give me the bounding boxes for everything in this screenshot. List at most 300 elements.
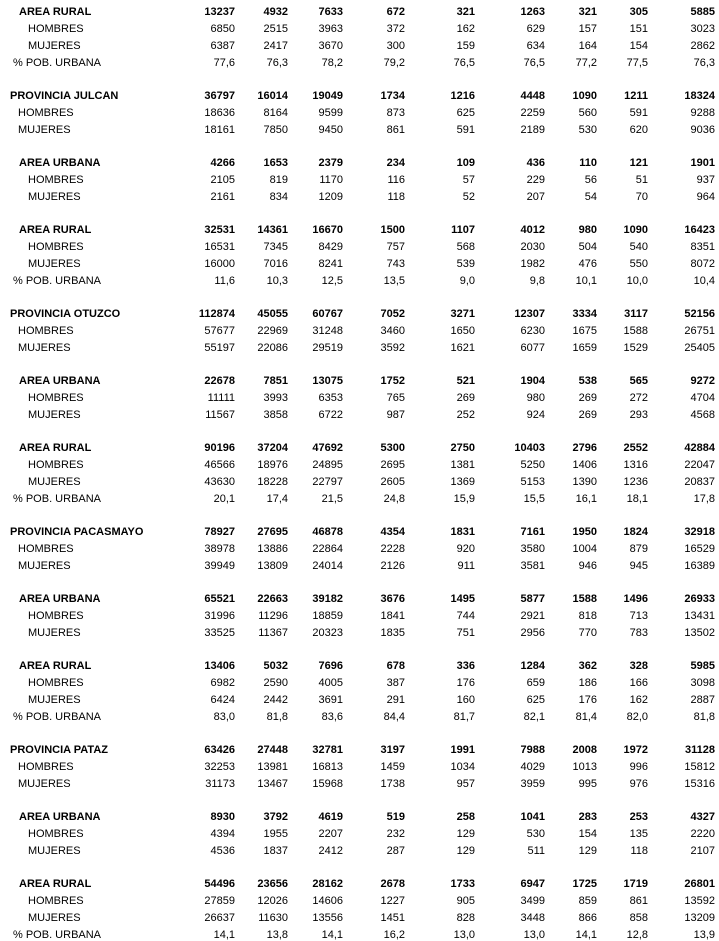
table-row bbox=[0, 607, 719, 624]
value-cell: 3676 bbox=[380, 592, 405, 605]
value-cell: 287 bbox=[386, 844, 405, 857]
value-cell: 2008 bbox=[572, 743, 597, 756]
table-row bbox=[0, 121, 719, 138]
value-cell: 3271 bbox=[450, 307, 475, 320]
value-cell: 2678 bbox=[380, 877, 405, 890]
row-label: MUJERES bbox=[28, 626, 81, 639]
value-cell: 22969 bbox=[257, 324, 288, 337]
value-cell: 519 bbox=[386, 810, 405, 823]
table-row bbox=[0, 439, 719, 456]
row-label: HOMBRES bbox=[28, 894, 84, 907]
value-cell: 757 bbox=[386, 240, 405, 253]
value-cell: 10,4 bbox=[693, 274, 715, 287]
value-cell: 23656 bbox=[257, 877, 288, 890]
value-cell: 82,1 bbox=[523, 710, 545, 723]
value-cell: 3448 bbox=[520, 911, 545, 924]
value-cell: 1733 bbox=[450, 877, 475, 890]
value-cell: 539 bbox=[456, 257, 475, 270]
table-block bbox=[0, 741, 719, 792]
row-label: AREA RURAL bbox=[19, 441, 92, 454]
value-cell: 1236 bbox=[623, 475, 648, 488]
value-cell: 14,1 bbox=[321, 928, 343, 941]
value-cell: 31173 bbox=[205, 777, 235, 790]
value-cell: 6424 bbox=[210, 693, 235, 706]
table-row bbox=[0, 305, 719, 322]
value-cell: 859 bbox=[578, 894, 597, 907]
value-cell: 2590 bbox=[263, 676, 288, 689]
value-cell: 232 bbox=[386, 827, 405, 840]
value-cell: 4619 bbox=[318, 810, 343, 823]
value-cell: 7851 bbox=[263, 374, 288, 387]
table-block bbox=[0, 3, 719, 71]
value-cell: 57677 bbox=[204, 324, 235, 337]
value-cell: 160 bbox=[456, 693, 475, 706]
table-block bbox=[0, 875, 719, 941]
value-cell: 16531 bbox=[204, 240, 235, 253]
value-cell: 362 bbox=[578, 659, 597, 672]
value-cell: 13,0 bbox=[453, 928, 475, 941]
value-cell: 47692 bbox=[312, 441, 343, 454]
value-cell: 861 bbox=[629, 894, 648, 907]
value-cell: 6982 bbox=[210, 676, 235, 689]
value-cell: 511 bbox=[527, 844, 545, 857]
value-cell: 436 bbox=[526, 156, 545, 169]
value-cell: 560 bbox=[578, 106, 597, 119]
value-cell: 12,8 bbox=[626, 928, 648, 941]
value-cell: 16670 bbox=[312, 223, 343, 236]
table-row bbox=[0, 590, 719, 607]
value-cell: 21,5 bbox=[321, 492, 343, 505]
value-cell: 9,8 bbox=[529, 274, 545, 287]
value-cell: 1013 bbox=[572, 760, 597, 773]
table-row bbox=[0, 238, 719, 255]
value-cell: 751 bbox=[456, 626, 475, 639]
value-cell: 37204 bbox=[257, 441, 288, 454]
value-cell: 620 bbox=[629, 123, 648, 136]
value-cell: 2887 bbox=[690, 693, 715, 706]
value-cell: 13,8 bbox=[266, 928, 288, 941]
value-cell: 32918 bbox=[684, 525, 715, 538]
value-cell: 24014 bbox=[312, 559, 343, 572]
value-cell: 77,6 bbox=[213, 56, 235, 69]
row-label: HOMBRES bbox=[18, 106, 74, 119]
value-cell: 81,8 bbox=[266, 710, 288, 723]
value-cell: 1841 bbox=[380, 609, 405, 622]
value-cell: 76,5 bbox=[453, 56, 475, 69]
value-cell: 252 bbox=[456, 408, 475, 421]
value-cell: 2417 bbox=[263, 39, 288, 52]
value-cell: 3334 bbox=[572, 307, 597, 320]
value-cell: 70 bbox=[635, 190, 648, 203]
value-cell: 1991 bbox=[450, 743, 475, 756]
row-label: AREA URBANA bbox=[19, 374, 101, 387]
value-cell: 13981 bbox=[257, 760, 288, 773]
value-cell: 1659 bbox=[572, 341, 597, 354]
value-cell: 27859 bbox=[204, 894, 235, 907]
value-cell: 300 bbox=[386, 39, 405, 52]
table-block bbox=[0, 372, 719, 423]
value-cell: 291 bbox=[386, 693, 405, 706]
value-cell: 9288 bbox=[690, 106, 715, 119]
value-cell: 1090 bbox=[572, 89, 597, 102]
value-cell: 24,8 bbox=[383, 492, 405, 505]
table-row bbox=[0, 54, 719, 71]
value-cell: 765 bbox=[386, 391, 405, 404]
value-cell: 3023 bbox=[690, 22, 715, 35]
value-cell: 11111 bbox=[207, 391, 235, 404]
row-label: PROVINCIA OTUZCO bbox=[10, 307, 121, 320]
table-block bbox=[0, 523, 719, 574]
value-cell: 13406 bbox=[204, 659, 235, 672]
row-label: MUJERES bbox=[28, 408, 81, 421]
value-cell: 20323 bbox=[312, 626, 343, 639]
value-cell: 159 bbox=[456, 39, 475, 52]
value-cell: 14,1 bbox=[213, 928, 235, 941]
row-label: HOMBRES bbox=[28, 22, 84, 35]
value-cell: 1734 bbox=[380, 89, 405, 102]
value-cell: 4029 bbox=[520, 760, 545, 773]
value-cell: 16000 bbox=[204, 257, 235, 270]
value-cell: 2107 bbox=[690, 844, 715, 857]
value-cell: 11630 bbox=[258, 911, 288, 924]
value-cell: 186 bbox=[578, 676, 597, 689]
value-cell: 6850 bbox=[210, 22, 235, 35]
value-cell: 26933 bbox=[684, 592, 715, 605]
value-cell: 6947 bbox=[520, 877, 545, 890]
value-cell: 625 bbox=[456, 106, 475, 119]
value-cell: 1170 bbox=[319, 173, 343, 186]
value-cell: 1034 bbox=[450, 760, 475, 773]
row-label: MUJERES bbox=[28, 693, 81, 706]
value-cell: 46878 bbox=[312, 525, 343, 538]
value-cell: 82,0 bbox=[626, 710, 648, 723]
value-cell: 52156 bbox=[684, 307, 715, 320]
value-cell: 45055 bbox=[257, 307, 288, 320]
table-row bbox=[0, 456, 719, 473]
value-cell: 1406 bbox=[572, 458, 597, 471]
value-cell: 937 bbox=[696, 173, 715, 186]
value-cell: 32253 bbox=[204, 760, 235, 773]
row-label: AREA URBANA bbox=[19, 810, 101, 823]
value-cell: 1209 bbox=[318, 190, 343, 203]
value-cell: 43630 bbox=[204, 475, 235, 488]
value-cell: 1451 bbox=[380, 911, 405, 924]
table-block bbox=[0, 808, 719, 859]
value-cell: 625 bbox=[526, 693, 545, 706]
value-cell: 18228 bbox=[257, 475, 288, 488]
value-cell: 76,5 bbox=[523, 56, 545, 69]
value-cell: 78927 bbox=[204, 525, 235, 538]
value-cell: 2796 bbox=[572, 441, 597, 454]
value-cell: 2605 bbox=[380, 475, 405, 488]
value-cell: 46566 bbox=[204, 458, 235, 471]
value-cell: 15968 bbox=[312, 777, 343, 790]
value-cell: 16389 bbox=[684, 559, 715, 572]
value-cell: 1284 bbox=[520, 659, 545, 672]
value-cell: 2259 bbox=[520, 106, 545, 119]
row-label: MUJERES bbox=[18, 123, 71, 136]
value-cell: 4354 bbox=[380, 525, 405, 538]
value-cell: 78,2 bbox=[321, 56, 343, 69]
row-label: MUJERES bbox=[28, 190, 81, 203]
value-cell: 18,1 bbox=[626, 492, 648, 505]
table-row bbox=[0, 674, 719, 691]
value-cell: 964 bbox=[696, 190, 715, 203]
row-label: AREA RURAL bbox=[19, 659, 92, 672]
value-cell: 4932 bbox=[263, 5, 288, 18]
value-cell: 8429 bbox=[318, 240, 343, 253]
value-cell: 12307 bbox=[514, 307, 545, 320]
value-cell: 1835 bbox=[380, 626, 405, 639]
value-cell: 1211 bbox=[624, 89, 648, 102]
value-cell: 7633 bbox=[318, 5, 343, 18]
value-cell: 530 bbox=[526, 827, 545, 840]
value-cell: 3993 bbox=[263, 391, 288, 404]
value-cell: 38978 bbox=[204, 542, 235, 555]
value-cell: 2189 bbox=[520, 123, 545, 136]
value-cell: 9,0 bbox=[459, 274, 475, 287]
value-cell: 1752 bbox=[380, 374, 405, 387]
value-cell: 81,4 bbox=[575, 710, 597, 723]
value-cell: 1904 bbox=[520, 374, 545, 387]
table-row bbox=[0, 708, 719, 725]
value-cell: 65521 bbox=[204, 592, 235, 605]
value-cell: 1675 bbox=[572, 324, 597, 337]
table-row bbox=[0, 657, 719, 674]
value-cell: 995 bbox=[578, 777, 597, 790]
row-label: HOMBRES bbox=[28, 391, 84, 404]
value-cell: 2220 bbox=[690, 827, 715, 840]
value-cell: 3592 bbox=[380, 341, 405, 354]
value-cell: 18324 bbox=[684, 89, 715, 102]
value-cell: 1529 bbox=[623, 341, 648, 354]
value-cell: 538 bbox=[578, 374, 597, 387]
value-cell: 39949 bbox=[204, 559, 235, 572]
value-cell: 4568 bbox=[690, 408, 715, 421]
row-label: MUJERES bbox=[28, 475, 81, 488]
value-cell: 12026 bbox=[257, 894, 288, 907]
value-cell: 258 bbox=[456, 810, 475, 823]
value-cell: 783 bbox=[629, 626, 648, 639]
value-cell: 3580 bbox=[520, 542, 545, 555]
value-cell: 17,4 bbox=[266, 492, 288, 505]
row-label: MUJERES bbox=[18, 777, 71, 790]
value-cell: 269 bbox=[578, 391, 597, 404]
value-cell: 591 bbox=[456, 123, 475, 136]
value-cell: 1369 bbox=[450, 475, 475, 488]
value-cell: 1837 bbox=[263, 844, 288, 857]
value-cell: 81,7 bbox=[453, 710, 475, 723]
value-cell: 678 bbox=[386, 659, 405, 672]
value-cell: 8930 bbox=[210, 810, 235, 823]
table-block bbox=[0, 439, 719, 507]
value-cell: 84,4 bbox=[383, 710, 405, 723]
value-cell: 17,8 bbox=[693, 492, 715, 505]
population-table bbox=[0, 3, 719, 941]
value-cell: 112874 bbox=[198, 307, 235, 320]
value-cell: 834 bbox=[269, 190, 288, 203]
value-cell: 31996 bbox=[204, 609, 235, 622]
value-cell: 31128 bbox=[685, 743, 715, 756]
value-cell: 26637 bbox=[204, 911, 235, 924]
table-row bbox=[0, 372, 719, 389]
value-cell: 56 bbox=[584, 173, 597, 186]
row-label: HOMBRES bbox=[28, 827, 84, 840]
table-row bbox=[0, 87, 719, 104]
row-label: HOMBRES bbox=[28, 676, 84, 689]
value-cell: 3670 bbox=[318, 39, 343, 52]
table-row bbox=[0, 892, 719, 909]
value-cell: 154 bbox=[629, 39, 648, 52]
value-cell: 176 bbox=[578, 693, 597, 706]
value-cell: 7016 bbox=[263, 257, 288, 270]
value-cell: 530 bbox=[578, 123, 597, 136]
value-cell: 13886 bbox=[257, 542, 288, 555]
value-cell: 945 bbox=[629, 559, 648, 572]
value-cell: 321 bbox=[578, 5, 597, 18]
value-cell: 10,1 bbox=[575, 274, 597, 287]
row-label: AREA RURAL bbox=[19, 5, 92, 18]
value-cell: 118 bbox=[387, 190, 405, 203]
value-cell: 1725 bbox=[572, 877, 597, 890]
row-label: % POB. URBANA bbox=[13, 492, 102, 505]
table-row bbox=[0, 758, 719, 775]
value-cell: 13,9 bbox=[693, 928, 715, 941]
value-cell: 22047 bbox=[684, 458, 715, 471]
value-cell: 1738 bbox=[380, 777, 405, 790]
value-cell: 659 bbox=[526, 676, 545, 689]
value-cell: 3581 bbox=[520, 559, 545, 572]
value-cell: 15812 bbox=[684, 760, 715, 773]
table-row bbox=[0, 406, 719, 423]
value-cell: 253 bbox=[629, 810, 648, 823]
value-cell: 76,3 bbox=[693, 56, 715, 69]
value-cell: 713 bbox=[629, 609, 648, 622]
value-cell: 4012 bbox=[520, 223, 545, 236]
value-cell: 13556 bbox=[312, 911, 343, 924]
value-cell: 1653 bbox=[263, 156, 288, 169]
value-cell: 1500 bbox=[380, 223, 405, 236]
value-cell: 8164 bbox=[263, 106, 288, 119]
value-cell: 22797 bbox=[312, 475, 343, 488]
value-cell: 976 bbox=[629, 777, 648, 790]
value-cell: 1824 bbox=[623, 525, 648, 538]
value-cell: 1972 bbox=[623, 743, 648, 756]
value-cell: 36797 bbox=[204, 89, 235, 102]
value-cell: 2862 bbox=[690, 39, 715, 52]
table-row bbox=[0, 154, 719, 171]
table-row bbox=[0, 255, 719, 272]
value-cell: 2207 bbox=[318, 827, 343, 840]
value-cell: 22678 bbox=[204, 374, 235, 387]
value-cell: 3460 bbox=[380, 324, 405, 337]
value-cell: 2515 bbox=[263, 22, 288, 35]
table-row bbox=[0, 272, 719, 289]
table-row bbox=[0, 339, 719, 356]
value-cell: 118 bbox=[630, 844, 648, 857]
table-row bbox=[0, 875, 719, 892]
value-cell: 629 bbox=[526, 22, 545, 35]
row-label: MUJERES bbox=[28, 39, 81, 52]
row-label: % POB. URBANA bbox=[13, 56, 102, 69]
value-cell: 162 bbox=[456, 22, 475, 35]
row-label: HOMBRES bbox=[28, 240, 84, 253]
value-cell: 550 bbox=[629, 257, 648, 270]
value-cell: 321 bbox=[456, 5, 475, 18]
value-cell: 15,9 bbox=[453, 492, 475, 505]
table-row bbox=[0, 20, 719, 37]
value-cell: 25405 bbox=[684, 341, 715, 354]
value-cell: 2956 bbox=[520, 626, 545, 639]
value-cell: 110 bbox=[579, 156, 597, 169]
value-cell: 1955 bbox=[263, 827, 288, 840]
value-cell: 1982 bbox=[520, 257, 545, 270]
table-row bbox=[0, 775, 719, 792]
value-cell: 54496 bbox=[204, 877, 235, 890]
value-cell: 22864 bbox=[312, 542, 343, 555]
value-cell: 1588 bbox=[572, 592, 597, 605]
value-cell: 32781 bbox=[312, 743, 343, 756]
value-cell: 22086 bbox=[257, 341, 288, 354]
value-cell: 28162 bbox=[312, 877, 343, 890]
row-label: HOMBRES bbox=[28, 458, 84, 471]
value-cell: 14361 bbox=[257, 223, 288, 236]
value-cell: 3858 bbox=[263, 408, 288, 421]
value-cell: 39182 bbox=[312, 592, 343, 605]
value-cell: 2228 bbox=[380, 542, 405, 555]
value-cell: 13209 bbox=[684, 911, 715, 924]
value-cell: 3499 bbox=[520, 894, 545, 907]
table-block bbox=[0, 305, 719, 356]
value-cell: 9450 bbox=[318, 123, 343, 136]
table-row bbox=[0, 473, 719, 490]
value-cell: 5885 bbox=[690, 5, 715, 18]
value-cell: 293 bbox=[629, 408, 648, 421]
row-label: PROVINCIA PACASMAYO bbox=[10, 525, 144, 538]
value-cell: 946 bbox=[578, 559, 597, 572]
value-cell: 24895 bbox=[312, 458, 343, 471]
value-cell: 20,1 bbox=[213, 492, 235, 505]
row-label: HOMBRES bbox=[18, 542, 74, 555]
value-cell: 4394 bbox=[210, 827, 235, 840]
value-cell: 1263 bbox=[520, 5, 545, 18]
value-cell: 26751 bbox=[684, 324, 715, 337]
value-cell: 568 bbox=[456, 240, 475, 253]
value-cell: 476 bbox=[578, 257, 597, 270]
table-row bbox=[0, 188, 719, 205]
value-cell: 18636 bbox=[204, 106, 235, 119]
value-cell: 234 bbox=[386, 156, 405, 169]
value-cell: 60767 bbox=[312, 307, 343, 320]
value-cell: 1381 bbox=[450, 458, 475, 471]
value-cell: 2695 bbox=[380, 458, 405, 471]
value-cell: 2552 bbox=[623, 441, 648, 454]
value-cell: 55197 bbox=[204, 341, 235, 354]
value-cell: 3792 bbox=[263, 810, 288, 823]
value-cell: 7988 bbox=[520, 743, 545, 756]
table-row bbox=[0, 741, 719, 758]
value-cell: 3197 bbox=[380, 743, 405, 756]
value-cell: 13,0 bbox=[523, 928, 545, 941]
table-row bbox=[0, 842, 719, 859]
value-cell: 866 bbox=[578, 911, 597, 924]
value-cell: 13592 bbox=[684, 894, 715, 907]
value-cell: 269 bbox=[456, 391, 475, 404]
value-cell: 13431 bbox=[684, 609, 715, 622]
table-row bbox=[0, 104, 719, 121]
table-row bbox=[0, 37, 719, 54]
table-row bbox=[0, 808, 719, 825]
